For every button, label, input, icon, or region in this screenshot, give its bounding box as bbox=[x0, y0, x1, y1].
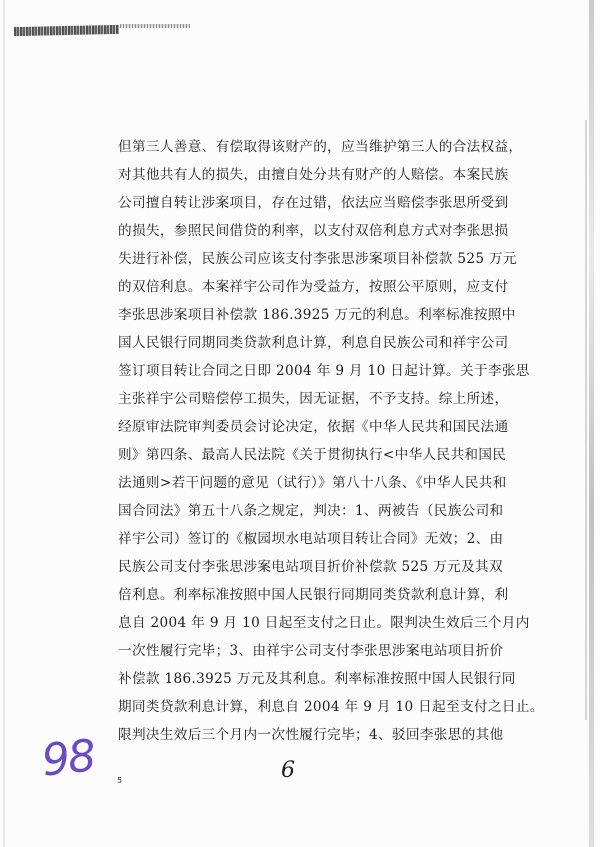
text-line: 则》第四条、最高人民法院《关于贯彻执行<中华人民共和国民 bbox=[118, 447, 507, 463]
text-line: 国人民银行同期同类贷款利息计算，利息自民族公司和祥宇公司 bbox=[118, 335, 509, 351]
text-line: 经原审法院审判委员会讨论决定，依据《中华人民共和国民法通 bbox=[118, 419, 509, 435]
text-line: 祥宇公司）签订的《椒园坝水电站项目转让合同》无效；2、由 bbox=[118, 531, 504, 547]
text-line: 主张祥宇公司赔偿停工损失，因无证据，不予支持。综上所述， bbox=[118, 391, 509, 407]
scan-artifact-right-edge bbox=[589, 0, 594, 847]
text-line: 但第三人善意、有偿取得该财产的，应当维护第三人的合法权益， bbox=[118, 139, 523, 155]
scan-artifact-top bbox=[14, 25, 119, 36]
judgment-text bbox=[118, 133, 558, 749]
text-line: 法通则>若干问题的意见（试行）》第八十八条、《中华人民共和 bbox=[118, 475, 507, 491]
text-line: 公司擅自转让涉案项目，存在过错，依法应当赔偿李张思所受到 bbox=[118, 195, 509, 211]
text-line: 签订项目转让合同之日即 2004 年 9 月 10 日起计算。关于李张思 bbox=[118, 363, 530, 379]
scan-artifact-top-faint bbox=[120, 24, 190, 28]
scan-artifact-left-edge bbox=[3, 0, 5, 847]
text-line: 倍利息。利率标准按照中国人民银行同期同类贷款利息计算，利 bbox=[118, 587, 509, 603]
text-line: 国合同法》第五十八条之规定，判决：1、两被告（民族公司和 bbox=[118, 503, 504, 519]
text-line: 期同类贷款利息计算，利息自 2004 年 9 月 10 日起至支付之日止。 bbox=[118, 699, 544, 715]
scan-artifact-right-line bbox=[585, 120, 587, 720]
text-line: 对其他共有人的损失，由擅自处分共有财产的人赔偿。本案民族 bbox=[118, 167, 509, 183]
text-line: 息自 2004 年 9 月 10 日起至支付之日止。限判决生效后三个月内 bbox=[118, 615, 530, 631]
text-line: 的损失，参照民间借贷的利率，以支付双倍利息方式对李张思损 bbox=[118, 223, 509, 239]
text-line: 一次性履行完毕；3、由祥宇公司支付李张思涉案电站项目折价 bbox=[118, 643, 504, 659]
text-line: 的双倍利息。本案祥宇公司作为受益方，按照公平原则，应支付 bbox=[118, 279, 509, 295]
text-line: 民族公司支付李张思涉案电站项目折价补偿款 525 万元及其双 bbox=[118, 559, 503, 575]
text-line: 补偿款 186.3925 万元及其利息。利率标准按照中国人民银行同 bbox=[118, 671, 516, 687]
text-line: 失进行补偿，民族公司应该支付李张思涉案项目补偿款 525 万元 bbox=[118, 251, 517, 267]
footnote-number: 5 bbox=[117, 776, 123, 785]
text-line: 李张思涉案项目补偿款 186.3925 万元的利息。利率标准按照中 bbox=[118, 307, 516, 323]
text-line: 限判决生效后三个月内一次性履行完毕；4、驳回李张思的其他 bbox=[118, 727, 504, 743]
page-number: 6 bbox=[281, 758, 295, 783]
handwritten-page-mark: 98 bbox=[39, 730, 97, 787]
